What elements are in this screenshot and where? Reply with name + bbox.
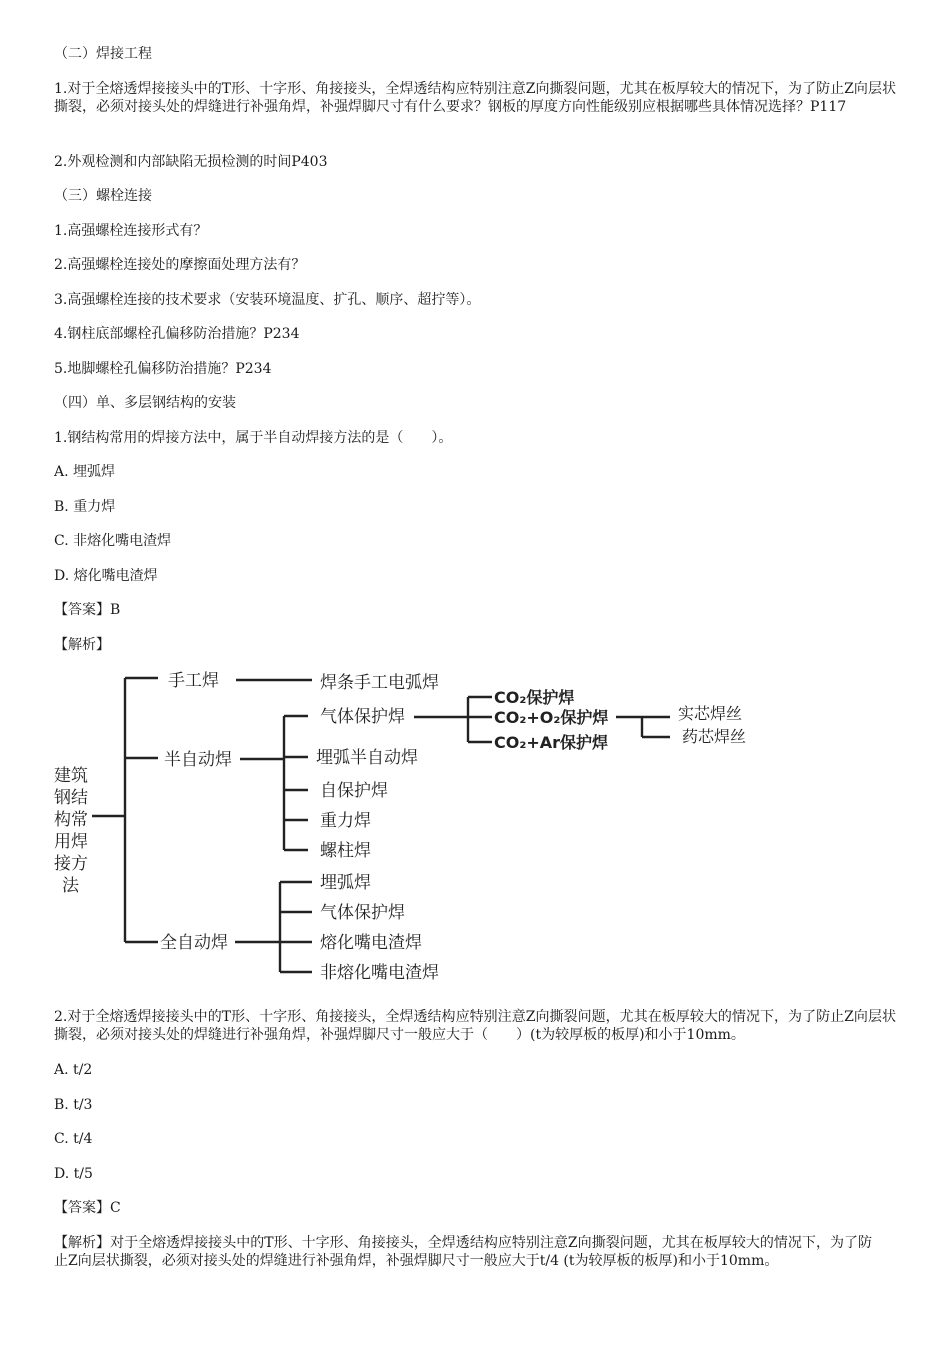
tree-root-line-2: 钢结 — [54, 788, 88, 808]
tree-root-line-5: 接方 — [54, 854, 88, 874]
tree-semi-auto-weld: 半自动焊 — [164, 750, 232, 770]
tree-auto-submerged-arc: 埋弧焊 — [320, 873, 371, 893]
tree-root-line-6: 法 — [62, 876, 79, 896]
section-title-bolt: （三）螺栓连接 — [54, 188, 152, 204]
tree-auto-weld: 全自动焊 — [160, 933, 228, 953]
bolt-question-3: 3.高强螺栓连接的技术要求（安装环境温度、扩孔、顺序、超拧等）。 — [54, 292, 481, 308]
tree-root-line-4: 用焊 — [54, 832, 88, 852]
question-2-option-b: B. t/3 — [54, 1097, 93, 1113]
section-title-welding: （二）焊接工程 — [54, 46, 152, 62]
welding-question-2: 2.外观检测和内部缺陷无损检测的时间P403 — [54, 154, 328, 170]
tree-semi-self-shielded: 自保护焊 — [320, 781, 388, 801]
tree-manual-weld: 手工焊 — [168, 671, 219, 691]
question-1-analysis-label: 【解析】 — [54, 637, 110, 653]
tree-gas-co2-o2: CO₂+O₂保护焊 — [494, 708, 609, 727]
question-2-option-c: C. t/4 — [54, 1131, 93, 1147]
question-2-option-d: D. t/5 — [54, 1166, 93, 1182]
tree-root-line-3: 构常 — [54, 810, 88, 830]
question-1-option-d: D. 熔化嘴电渣焊 — [54, 568, 158, 584]
welding-method-tree-diagram — [40, 660, 780, 990]
tree-auto-consumable-nozzle: 熔化嘴电渣焊 — [320, 933, 422, 953]
tree-semi-submerged-arc: 埋弧半自动焊 — [316, 748, 418, 768]
tree-solid-wire: 实芯焊丝 — [678, 704, 743, 723]
tree-auto-gas-shielded: 气体保护焊 — [320, 903, 405, 923]
tree-flux-cored-wire: 药芯焊丝 — [682, 727, 747, 746]
bolt-question-4: 4.钢柱底部螺栓孔偏移防治措施？P234 — [54, 326, 300, 342]
question-1-option-a: A. 埋弧焊 — [54, 464, 116, 480]
question-1-stem: 1.钢结构常用的焊接方法中，属于半自动焊接方法的是（ ）。 — [54, 430, 453, 446]
tree-auto-nonconsumable-nozzle: 非熔化嘴电渣焊 — [320, 963, 439, 983]
section-title-install: （四）单、多层钢结构的安装 — [54, 395, 236, 411]
tree-manual-arc-weld: 焊条手工电弧焊 — [320, 673, 439, 693]
tree-gas-co2: CO₂保护焊 — [494, 688, 575, 707]
tree-gas-co2-ar: CO₂+Ar保护焊 — [494, 733, 609, 752]
tree-semi-gas-shielded: 气体保护焊 — [320, 707, 405, 727]
question-2-option-a: A. t/2 — [54, 1062, 93, 1078]
tree-root-line-1: 建筑 — [54, 766, 88, 786]
welding-question-1: 1.对于全熔透焊接接头中的T形、十字形、角接接头，全焊透结构应特别注意Z向撕裂问题，尤其在板厚较大的情况下，为了防止Z向层状撕裂，必须对接头处的焊缝进行补强角焊，补强焊脚尺寸有什么要求？钢板的厚度方向性能级别应根据哪些具体情况选择？P117 — [54, 81, 896, 115]
tree-semi-gravity: 重力焊 — [320, 811, 371, 831]
question-1-option-c: C. 非熔化嘴电渣焊 — [54, 533, 172, 549]
tree-semi-stud: 螺柱焊 — [320, 841, 371, 861]
bolt-question-1: 1.高强螺栓连接形式有？ — [54, 223, 208, 239]
bolt-question-5: 5.地脚螺栓孔偏移防治措施？P234 — [54, 361, 272, 377]
question-2-answer: 【答案】C — [54, 1200, 121, 1216]
question-1-answer: 【答案】B — [54, 602, 121, 618]
question-2-analysis: 【解析】对于全熔透焊接接头中的T形、十字形、角接接头，全焊透结构应特别注意Z向撕裂问题，尤其在板厚较大的情况下，为了防止Z向层状撕裂，必须对接头处的焊缝进行补强角焊，补强焊脚尺寸一般应大于t/4 (t为较厚板的板厚)和小于10mm。 — [54, 1235, 872, 1269]
question-2-stem: 2.对于全熔透焊接接头中的T形、十字形、角接接头，全焊透结构应特别注意Z向撕裂问题，尤其在板厚较大的情况下，为了防止Z向层状撕裂，必须对接头处的焊缝进行补强角焊，补强焊脚尺寸一般应大于（ ）(t为较厚板的板厚)和小于10mm。 — [54, 1009, 896, 1043]
question-1-option-b: B. 重力焊 — [54, 499, 116, 515]
bolt-question-2: 2.高强螺栓连接处的摩擦面处理方法有？ — [54, 257, 306, 273]
